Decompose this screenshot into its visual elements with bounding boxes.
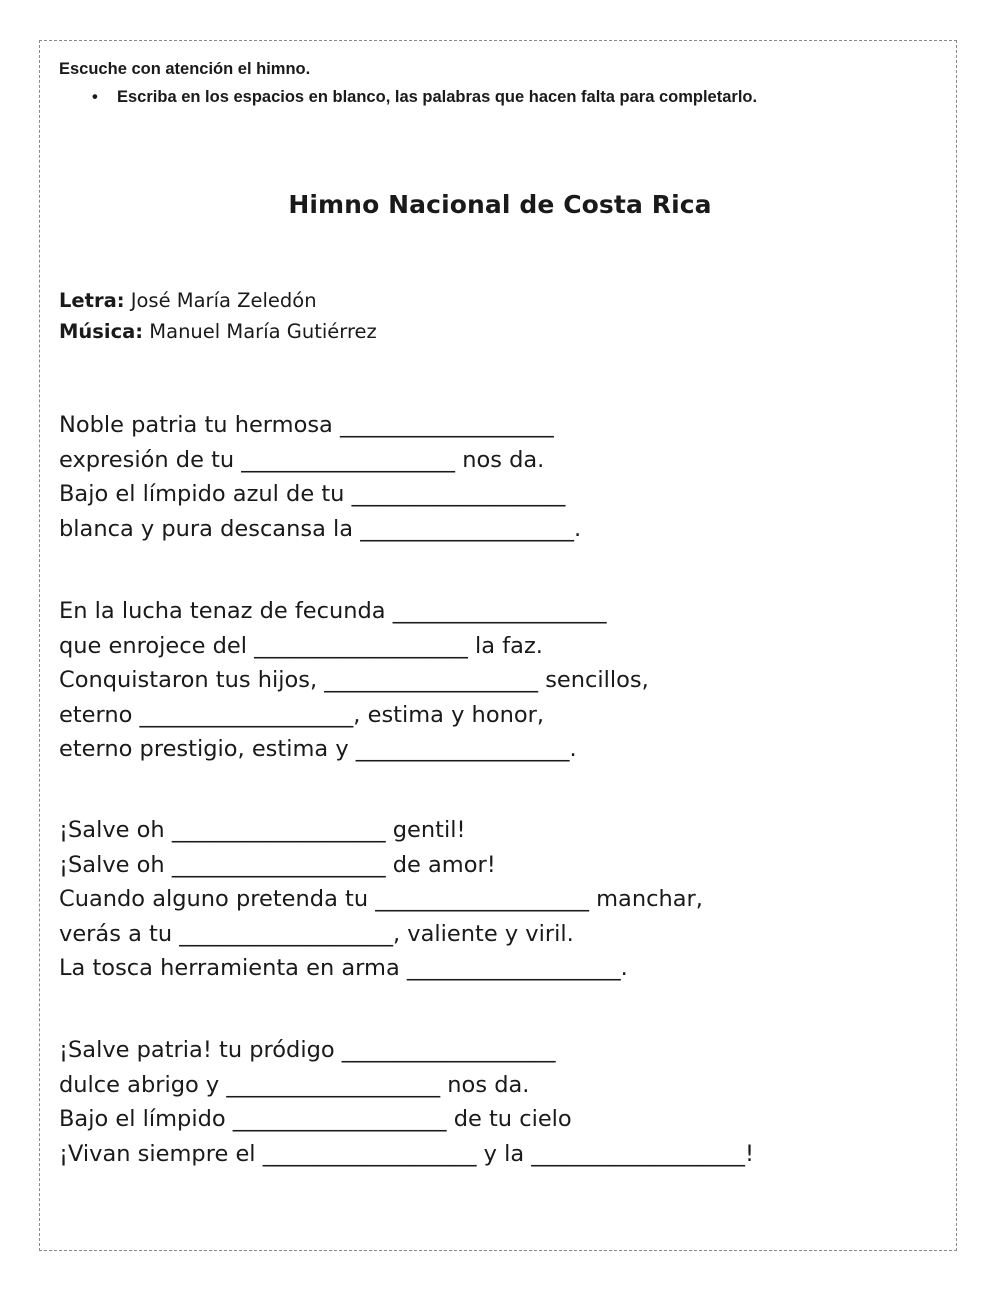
lyrics-author: José María Zeledón (124, 289, 317, 312)
stanza-line: En la lucha tenaz de fecunda ___________________ (59, 598, 607, 624)
stanza-line: verás a tu ___________________, valiente y viril. (59, 920, 574, 947)
stanza-line: ¡Salve oh ___________________ de amor! (59, 851, 496, 878)
page-title: Himno Nacional de Costa Rica (288, 190, 712, 219)
instruction-heading: Escuche con atención el himno. (59, 60, 311, 78)
instruction-bullet (92, 88, 757, 107)
stanza-line: Conquistaron tus hijos, ___________________ sencillos, (59, 667, 649, 693)
bullet-icon: • (92, 88, 98, 106)
lyrics-label: Letra: (59, 289, 125, 312)
stanza-line: eterno ___________________, estima y honor, (59, 701, 545, 728)
stanza-line: Cuando alguno pretenda tu ___________________ manchar, (59, 886, 703, 912)
stanza-3 (59, 813, 703, 986)
stanza-line: blanca y pura descansa la ___________________. (59, 515, 582, 542)
stanza-line: dulce abrigo y ___________________ nos da. (59, 1071, 530, 1098)
stanza-4 (59, 1033, 754, 1171)
stanza-1 (59, 408, 581, 546)
stanza-line: que enrojece del ___________________ la faz. (59, 632, 543, 659)
stanza-line: ¡Salve oh ___________________ gentil! (59, 817, 466, 843)
stanza-line: ¡Vivan siempre el ___________________ y la ___________________! (59, 1140, 755, 1167)
stanza-line: Noble patria tu hermosa ___________________ (59, 412, 554, 438)
instruction-bullet-text: Escriba en los espacios en blanco, las palabras que hacen falta para completarlo. (117, 88, 758, 106)
stanza-line: ¡Salve patria! tu pródigo ___________________ (59, 1037, 556, 1063)
lyrics-credit (59, 289, 317, 312)
stanza-2 (59, 594, 649, 767)
music-author: Manuel María Gutiérrez (143, 320, 377, 343)
stanza-line: La tosca herramienta en arma ___________________. (59, 955, 628, 981)
stanza-line: Bajo el límpido azul de tu ___________________ (59, 481, 566, 507)
stanza-line: eterno prestigio, estima y ___________________. (59, 736, 577, 762)
stanza-line: Bajo el límpido ___________________ de tu cielo (59, 1106, 572, 1132)
music-credit (59, 320, 377, 343)
stanza-line: expresión de tu ___________________ nos da. (59, 446, 545, 473)
music-label: Música: (59, 320, 144, 343)
